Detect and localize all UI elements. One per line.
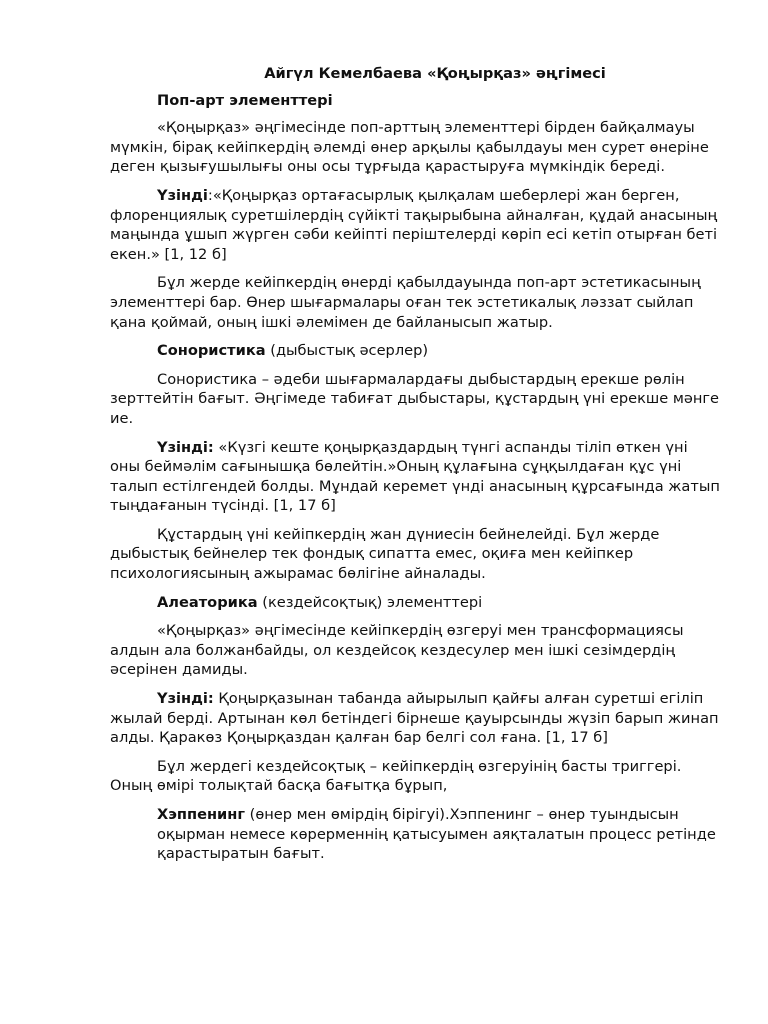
paragraph-text: «Қоңырқаз» әңгімесінде поп-арттың элементтері бірден байқалмауы мүмкін, бірақ кейіпкердің әлемді өнер арқылы қабылдауы мен сурет өнеріне деген қызығушылығы оны осы тұрғыда қарастыруға мүмкіндік береді. (110, 119, 709, 176)
paragraph (110, 118, 720, 177)
paragraph (110, 593, 720, 613)
paragraph (110, 621, 720, 680)
paragraph-lead: Сонористика (157, 342, 266, 360)
paragraph (110, 805, 720, 864)
paragraph-lead: Үзінді (157, 186, 208, 204)
paragraph-lead: Алеаторика (157, 593, 258, 611)
paragraph (110, 689, 720, 748)
paragraph (110, 273, 720, 332)
paragraph-list (110, 91, 720, 864)
paragraph-text: :«Қоңырқаз ортағасырлық қылқалам шеберлері жан берген, флоренциялық суретшілердің сүйікті тақырыбына айналған, құдай анасының маңында ұшып жүрген сәби кейіпті періштелерді көріп есі кетіп отырған беті екен.» [1, 12 б] (110, 186, 718, 263)
paragraph-text: Қоңырқазынан табанда айырылып қайғы алған суретші егіліп жылай берді. Артынан көл бетіндегі бірнеше қауырсынды жүзіп барып жинап алды. Қаракөз Қоңырқаздан қалған бар белгі сол ғана. [1, 17 б] (110, 690, 719, 747)
paragraph (110, 525, 720, 584)
paragraph (110, 186, 720, 264)
paragraph-text: (өнер мен өмірдің бірігуі).Хэппенинг – өнер туындысын оқырман немесе көрерменнің қатысуымен аяқталатын процесс ретінде қарастыратын бағыт. (157, 806, 716, 863)
paragraph-text: (дыбыстық әсерлер) (265, 342, 429, 360)
paragraph (110, 438, 720, 516)
paragraph-text: «Күзгі кеште қоңырқаздардың түнгі аспанды тіліп өткен үні оны беймәлім сағынышқа бөлейтін.»Оның құлағына сұңқылдаған құс үні талып естілгендей болды. Мұндай керемет үнді анасының құрсағында жатып тыңдағанын түсінді. [1, 17 б] (110, 438, 720, 515)
paragraph-lead: Үзінді: (157, 690, 214, 708)
paragraph (110, 341, 720, 361)
document-body (110, 64, 720, 873)
paragraph (110, 757, 720, 796)
section-heading: Поп-арт элементтері (157, 91, 333, 109)
paragraph-text: Бұл жердегі кездейсоқтық – кейіпкердің өзгеруінің басты триггері. Оның өмірі толықтай басқа бағытқа бұрып, (110, 757, 682, 795)
paragraph-text: «Қоңырқаз» әңгімесінде кейіпкердің өзгеруі мен трансформациясы алдын ала болжанбайды, ол кездейсоқ кездесулер мен ішкі сезімдердің әсерінен дамиды. (110, 622, 684, 679)
paragraph-text: Сонористика – әдеби шығармалардағы дыбыстардың ерекше рөлін зерттейтін бағыт. Әңгімеде табиғат дыбыстары, құстардың үні ерекше мәнге ие. (110, 370, 720, 427)
paragraph-lead: Хэппенинг (157, 806, 245, 823)
paragraph-text: (кездейсоқтық) элементтері (257, 593, 483, 611)
paragraph-text: Құстардың үні кейіпкердің жан дүниесін бейнелейді. Бұл жерде дыбыстық бейнелер тек фондық сипатта емес, оқиға мен кейіпкер психологиясының ажырамас бөлігіне айналады. (110, 525, 660, 583)
paragraph (110, 370, 720, 429)
paragraph-text: Бұл жерде кейіпкердің өнерді қабылдауында поп-арт эстетикасының элементтері бар. Өнер шығармалары оған тек эстетикалық ләззат сыйлап қана қоймай, оның ішкі әлемімен де байланысып жатыр. (110, 274, 701, 331)
page-title: Айгүл Кемелбаева «Қоңырқаз» әңгімесі (264, 65, 606, 82)
paragraph-lead: Үзінді: (157, 438, 214, 456)
